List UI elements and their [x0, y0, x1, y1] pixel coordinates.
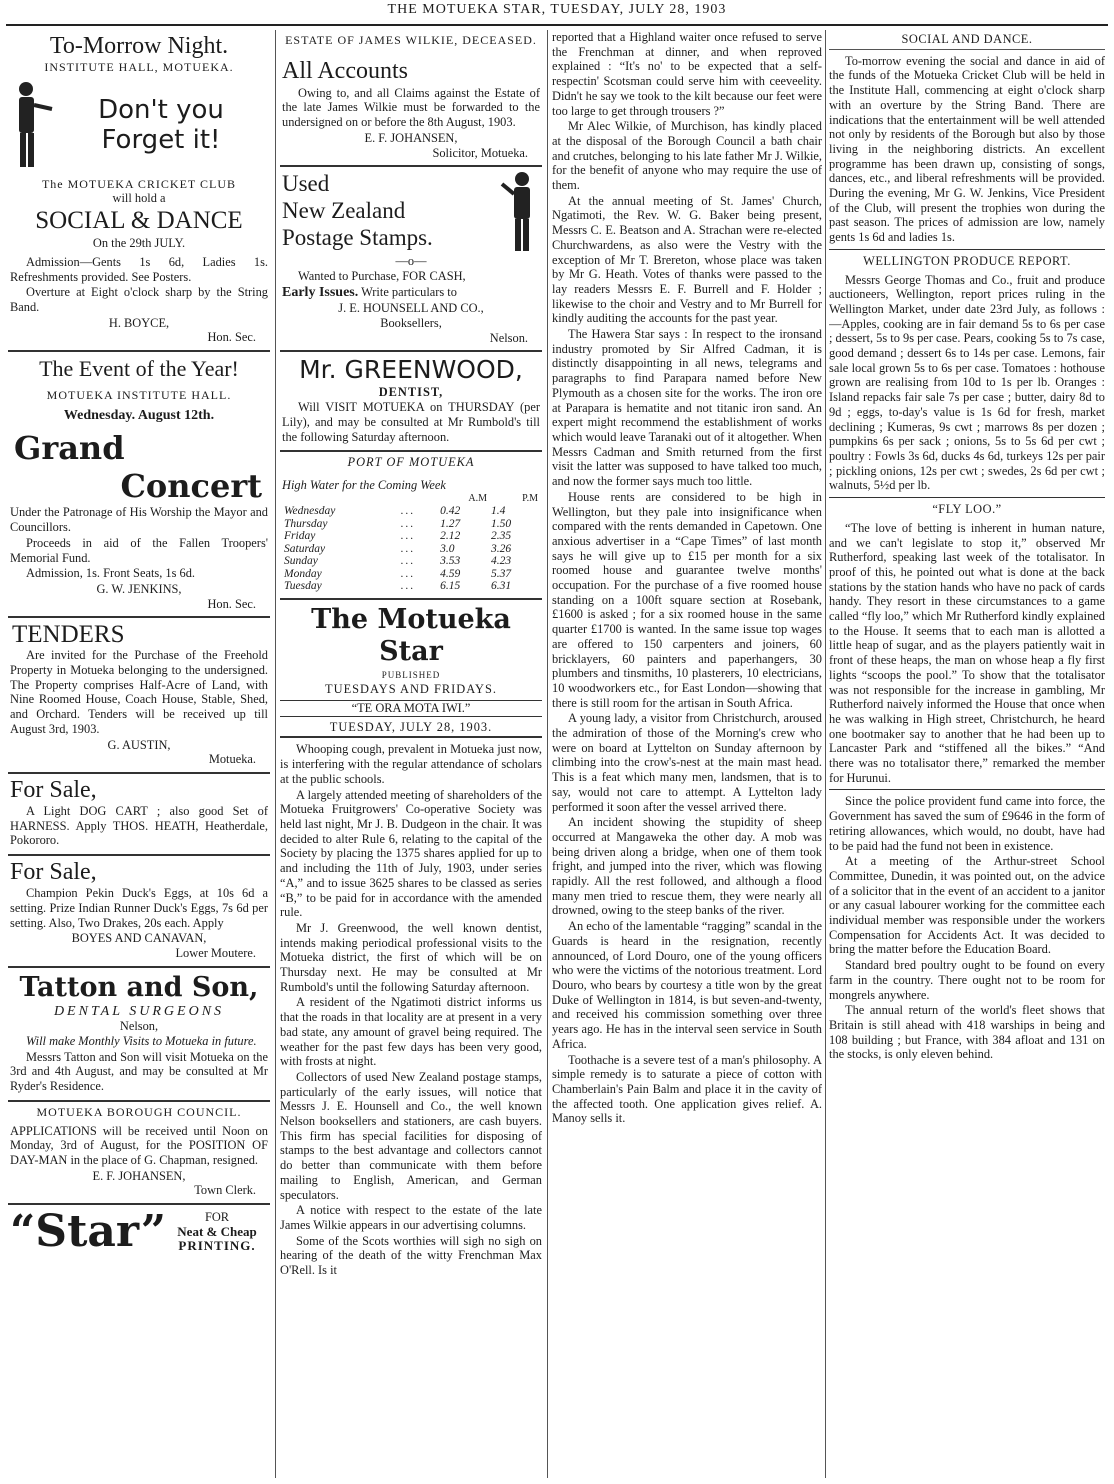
tatton-ad	[8, 968, 270, 1102]
news-paragraph: The annual return of the world's fleet shows that Britain is still ahead with 418 warships in being and 108 building ; but France, with 384 afloat and 131 on the stocks, is only eleven behind.	[829, 1003, 1105, 1062]
tide-pm: 2.35	[491, 530, 512, 543]
tide-am: 6.15	[440, 580, 461, 593]
stamps-divider: —o—	[395, 254, 427, 269]
tide-am: 2.12	[440, 530, 461, 543]
tide-row: Thursday ... 1.27 1.50	[282, 518, 540, 531]
tide-day: Thursday	[284, 517, 328, 530]
tide-day: Wednesday	[284, 505, 336, 518]
article-heading: WELLINGTON PRODUCE REPORT.	[863, 253, 1071, 268]
article-heading: “FLY LOO.”	[932, 502, 1002, 517]
flyloo-article	[829, 502, 1105, 790]
tide-day: Friday	[284, 530, 316, 543]
news-column-2	[280, 742, 542, 1277]
news-paragraph: An incident showing the stupidity of sheep occurred at Mangaweka the other day. A mob was being driven along a bridge, when one of them took fright, and jumped into the river, which was flowing rapidly. All the rest followed, and although a flood many men tried to rescue them, they were nearly all drowned, owing to the steep banks of the river.	[552, 815, 822, 918]
tide-day: Sunday	[284, 555, 318, 568]
tide-day: Tuesday	[284, 580, 322, 593]
tide-row: Friday ... 2.12 2.35	[282, 530, 540, 543]
column-2	[280, 30, 542, 1480]
news-paragraph: A young lady, a visitor from Christchurch, aroused the admiration of those of the Morning's crew who were on board at Lyttelton on Sunday afternoon by climbing into the crow's-nest at the main mast head. This is a feat which many men, landsmen, that is to say, would not care to attempt. A Lyttelton lady performed it soon after the vessel arrived there.	[552, 711, 822, 814]
ad-place: Nelson,	[119, 1019, 159, 1034]
estate-ad	[280, 30, 542, 167]
masthead: THE MOTUEKA STAR, TUESDAY, JULY 28, 1903	[387, 2, 727, 17]
ad-overture: Overture at Eight o'clock sharp by the String Band.	[10, 285, 268, 314]
tide-day: Saturday	[284, 542, 326, 555]
ad-headline: TENDERS	[12, 621, 125, 649]
tide-row: Sunday ... 3.53 4.23	[282, 555, 540, 568]
flag-date: TUESDAY, JULY 28, 1903.	[280, 720, 542, 739]
ad-sign: G. AUSTIN,	[107, 737, 171, 752]
news-paragraph: The Hawera Star says : In respect to the ironsand industry promoted by Sir Alfred Cadman, it is distinctly disappointing in all news, telegrams and paragraphs to find Parapara named before New Plymouth as a chosen site for the works. The iron ore at Parapara is hematite and not titanic iron sand. An expert might recommend the establishment of works which would leave Taranaki out of it altogether. When Messrs Cadman and Smith returned from the first visit the latter was supposed to have talked too much, and now the former says much too little.	[552, 327, 822, 489]
ad-date: On the 29th JULY.	[92, 236, 186, 251]
ad-proceeds: Proceeds in aid of the Fallen Troopers' Memorial Fund.	[10, 535, 268, 565]
tide-am-header: A.M	[468, 492, 488, 504]
ad-headline: MOTUEKA BOROUGH COUNCIL.	[36, 1104, 242, 1119]
column-4	[829, 30, 1105, 1480]
ad-sign: J. E. HOUNSELL AND CO.,	[338, 301, 484, 316]
star-word: “Star”	[10, 1206, 167, 1258]
column-3	[552, 30, 822, 1480]
ad-body: Wanted to Purchase, FOR CASH,	[298, 268, 466, 283]
news-paragraph: Mr J. Greenwood, the well known dentist, intends making periodical professional visits to the Motueka district, the first of which will be on Thursday next. He may be consulted at Mr Rumbold's until the following Saturday afternoon.	[280, 920, 542, 994]
stamps-line3: Postage Stamps.	[282, 225, 433, 251]
pointing-man-icon	[10, 79, 54, 171]
ad-concert: Concert	[120, 467, 262, 506]
ad-sign-title: Motueka.	[208, 752, 256, 767]
news-paragraph: At the annual meeting of St. James' Church, Ngatimoti, the Rev. W. G. Baker being present, Messrs C. E. Beatson and A. Strachan were re-elected Churchwardens, as also were the Vestry with the exception of Mr T. Brereton, whose place was taken by Mr G. Heath. Votes of thanks were passed to the lay readers Messrs E. F. Burrell and F. Holder ; likewise to the choir and Vestry and to Mr Burrell for kindly auditing the accounts for the past year.	[552, 193, 822, 326]
ad-headline: Mr. GREENWOOD,	[299, 355, 523, 385]
ad-body: Messrs Tatton and Son will visit Motueka on the 3rd and 4th August, and may be consulted at Mr Ryder's Residence.	[10, 1049, 268, 1094]
star-neat: Neat & Cheap	[177, 1223, 257, 1239]
ad-body: A Light DOG CART ; also good Set of HARNESS. Apply THOS. HEATH, Heatherdale, Pokororo.	[10, 803, 268, 848]
ad-sign: H. BOYCE,	[108, 315, 170, 330]
tide-pm: 5.37	[491, 567, 512, 580]
ad-body: Are invited for the Purchase of the Freehold Property in Motueka belonging to the undersigned. The Property comprises Half-Acre of Land, with Nine Roomed House, Coach House, Stable, Shed, and Orchard. Tenders will be received up till August 3rd, 1903.	[10, 648, 268, 736]
tide-am: 3.53	[440, 555, 461, 568]
news-paragraph: Some of the Scots worthies will sigh no sigh on hearing of the death of the witty Frenchman Max O'Rell. Is it	[280, 1233, 542, 1278]
ad-sign-title: Booksellers,	[380, 316, 442, 331]
column-rule	[825, 30, 826, 1478]
ad-visits: Will make Monthly Visits to Motueka in future.	[26, 1034, 257, 1049]
tide-am: 1.27	[440, 517, 461, 530]
tide-row: Tuesday ... 6.15 6.31	[282, 580, 540, 593]
flag-name: The Motueka Star	[311, 603, 511, 667]
standing-man-icon	[500, 170, 540, 254]
stamps-early: Early Issues.	[282, 284, 359, 300]
stamps-ad	[280, 167, 542, 352]
star-printing-ad	[8, 1205, 270, 1261]
cricket-social-ad	[8, 30, 270, 352]
news-paragraph: Toothache is a severe test of a man's philosophy. A simple remedy is to saturate a piece of cotton with Chamberlain's Pain Balm and place it in the cavity of the affected tooth. One application gives relief. A. Manoy sells it.	[552, 1052, 822, 1126]
ad-venue: INSTITUTE HALL, MOTUEKA.	[44, 60, 234, 74]
article-body: Messrs George Thomas and Co., fruit and produce auctioneers, Wellington, report prices ruling in the Wellington Market, under date 23rd July, as follows :—Apples, cooking are in fair demand 5s to 6s per case ; dessert, 5s to 9s per case. Pears, cooking 5s to 7s case, good demand ; dessert 6s to 14s per case. Lemons, fair sale local grown 5s to 6s per case. Tomatoes : hothouse grown are realising from 10d to 1s per lb. Oranges : Island repacks fair sale 7s per case ; butter, dairy 8d to 9d ; eggs, to-day's value is 1s 6d for fresh, market declining ; Kumeras, 9s cwt ; marrows 8s per dozen ; pumpkins 6s per sack ; onions, 5s to 5s 6d per cwt ; poultry : Fowls 3s 6d, ducks 4s 6d, turkeys 12s per pair ; pickling onions, 12s per cwt ; swedes, 2s 6d per cwt ; walnuts, 5½d per lb.	[829, 272, 1105, 493]
stamps-line2: New Zealand	[282, 198, 406, 224]
tide-row: Saturday ... 3.0 3.26	[282, 543, 540, 556]
news-paragraph: A resident of the Ngatimoti district informs us that the roads in that locality are at present in a very bad state, any amount of gravel being required. The weather for the past few days has been very good, with frosts at night.	[280, 995, 542, 1069]
ad-sign: BOYES AND CANAVAN,	[71, 931, 207, 946]
news-paragraph: At a meeting of the Arthur-street School Committee, Dunedin, it was pointed out, on the advice of a solicitor that in the event of an accident to a janitor or any casual labourer working for the committee each individual member was responsible under the workers Compensation for Accidents Act. It was decided to bring the matter before the Education Board.	[829, 854, 1105, 957]
tide-day: Monday	[284, 567, 322, 580]
ad-headline: To-Morrow Night.	[49, 33, 229, 59]
ad-patronage: Under the Patronage of His Worship the Mayor and Councillors.	[10, 505, 268, 535]
ad-body: Champion Pekin Duck's Eggs, at 10s 6d a setting. Prize Indian Runner Duck's Eggs, 7s 6d per setting. Also, Two Drakes, 20s each. Apply	[10, 886, 268, 930]
news-paragraph: A notice with respect to the estate of the late James Wilkie appears in our advertising columns.	[280, 1203, 542, 1232]
ad-headline: ESTATE OF JAMES WILKIE, DECEASED.	[285, 33, 537, 47]
ad-grand: Grand	[14, 429, 125, 468]
tide-am: 4.59	[440, 567, 461, 580]
ad-body: APPLICATIONS will be received until Noon on Monday, 3rd of August, for the POSITION OF DAY-MAN in the place of G. Chapman, resigned.	[10, 1123, 268, 1167]
news-paragraph: Mr Alec Wilkie, of Murchison, has kindly placed at the disposal of the Borough Council a bath chair and crutches, belonging to his late father Mr J. Wilkie, for the benefit of anyone who may require the use of them.	[552, 119, 822, 193]
ad-social: SOCIAL & DANCE	[35, 207, 243, 235]
tide-pm: 1.50	[491, 517, 512, 530]
tide-table	[280, 452, 542, 599]
ad-club: The MOTUEKA CRICKET CLUB	[41, 176, 237, 191]
column-rule	[547, 30, 548, 1478]
ad-sign-title: Lower Moutere.	[175, 945, 256, 960]
tide-row: Wednesday ... 0.42 1.4	[282, 505, 540, 518]
ad-body: Will VISIT MOTUEKA on THURSDAY (per Lily), and may be consulted at Mr Rumbold's till the following Saturday afternoon.	[282, 400, 540, 444]
ad-hold: will hold a	[112, 191, 166, 206]
news-paragraph: Standard bred poultry ought to be found on every farm in the country. There ought not to be room for mongrels anywhere.	[829, 958, 1105, 1002]
borough-ad	[8, 1102, 270, 1205]
ad-accounts: All Accounts	[282, 57, 408, 84]
tide-pm: 1.4	[491, 505, 506, 518]
tide-pm-header: P.M	[522, 492, 538, 504]
sale-dogcart-ad	[8, 774, 270, 856]
article-body: “The love of betting is inherent in human nature, and we can't legislate to stop it,” observed Mr Rutherford, speaking last week of the totalisator. In proof of this, he pointed out what is done at the back stations by the station hands who have no pack of cards handy. They resort in these circumstances to a game called “fly loo,” which Mr Rutherford kindly explained to the House. It seems that to each man is allotted a little heap of sugar, and as the players patiently wait in front of these heaps, the man on whose heap a fly first lights “scoops the pool.” To show that the totalisator was not responsible for the increase in gambling, Mr Rutherford naively informed the House that once when he was walking in High street, Christchurch, he heard one bootmaker say to another that he had been up to Lancaster Park and “stiffened all the bikes.” “And there was no totalisator there,” remarked the member for Hurunui.	[829, 520, 1105, 785]
tide-pm: 3.26	[491, 542, 512, 555]
tide-pm: 4.23	[491, 555, 512, 568]
news-paragraph: Since the police provident fund came into force, the Government has saved the sum of £9646 in the form of retiring allowances, which would, no doubt, have had to be paid had the fund not been in existence.	[829, 794, 1105, 853]
stamps-write: Write particulars to	[361, 284, 457, 299]
news-paragraph: reported that a Highland waiter once refused to serve the Frenchman at dinner, and when reproved explained : “It's no' to be expected that a self-respectin' Scotsman could serve him with ceeveelity. Didn't he say we took to the kilt because our feet were too large to get through trousers ?”	[552, 30, 822, 118]
star-for: FOR	[204, 1209, 230, 1224]
flag-published: PUBLISHED	[381, 669, 441, 680]
ad-headline: Tatton and Son,	[19, 971, 259, 1003]
ad-sign: E. F. JOHANSEN,	[92, 1168, 186, 1183]
news-paragraph: Whooping cough, prevalent in Motueka just now, is interfering with the regular attendance of scholars at the public schools.	[280, 742, 542, 786]
ad-sign-title: Solicitor, Motueka.	[432, 145, 528, 160]
ad-subtitle: DENTAL SURGEONS	[53, 1003, 225, 1019]
tenders-ad	[8, 618, 270, 774]
ad-dont: Don't you	[98, 94, 224, 125]
ad-sign: E. F. JOHANSEN,	[364, 130, 458, 145]
tide-am: 3.0	[440, 542, 455, 555]
tide-caption: High Water for the Coming Week	[282, 477, 446, 492]
tide-rows	[282, 493, 540, 593]
column-rule	[275, 30, 276, 1478]
ad-headline: The Event of the Year!	[39, 356, 239, 382]
ad-subtitle: DENTIST,	[378, 385, 444, 400]
ad-sign-title: Hon. Sec.	[207, 596, 256, 611]
ad-admission: Admission—Gents 1s 6d, Ladies 1s. Refreshments provided. See Posters.	[10, 254, 268, 284]
news-paragraph: An echo of the lamentable “ragging” scandal in the Guards is heard in the resignation, recently announced, of Lord Douro, one of the young officers who were the victims of the notorious treatment. Lord Douro, who bears by courtesy a title won by the great Duke of Wellington in 1814, is but seven-and-twenty, and received his commission something over three years ago. He has in the interval seen service in South Africa.	[552, 919, 822, 1051]
article-heading: SOCIAL AND DANCE.	[829, 32, 1105, 50]
ad-admission: Admission, 1s. Front Seats, 1s 6d.	[26, 566, 196, 581]
ad-headline: For Sale,	[10, 859, 97, 886]
news-paragraph: Collectors of used New Zealand postage stamps, particularly of the early issues, will notice that Messrs J. E. Hounsell and Co., the well known Nelson booksellers and stationers, are cash buyers. This firm has special facilities for disposing of stamps to the best advantage and collectors cannot do better than communicate with them before mailing to English, American, and German speculators.	[280, 1069, 542, 1202]
produce-article	[829, 254, 1105, 498]
flag-days: TUESDAYS AND FRIDAYS.	[325, 682, 497, 697]
ad-date: Wednesday. August 12th.	[63, 407, 215, 423]
newspaper-flag	[280, 600, 542, 739]
tide-pm: 6.31	[491, 580, 512, 593]
ad-forget: Forget it!	[101, 124, 221, 155]
ad-headline: For Sale,	[10, 776, 97, 803]
stamps-line1: Used	[282, 171, 330, 197]
ad-sign-place: Nelson.	[489, 330, 528, 345]
news-paragraph: House rents are considered to be high in Wellington, but they pale into insignificance when compared with the rents demanded in Capetown. One anxious advertiser in a “Cape Times” of last month says he will give up to £15 per month for a six roomed house and guarantee twelve months' occupation. For the purchase of a five roomed house standing on a 100ft square section at Rosebank, £1600 is asked ; for a six roomed house in the same quarter £1700 is wanted. In the same issue top wages are offered to 150 carpenters and joiners, 60 bricklayers, 60 painters and paperhangers, 30 plumbers and tinsmiths, 10 plasterers, 10 electricians, 10 woodworkers etc., for East London—showing that there is still room for the artisan in South Africa.	[552, 489, 822, 710]
top-rule	[6, 24, 1108, 26]
tide-title: PORT OF MOTUEKA	[347, 455, 475, 470]
column-1	[8, 30, 270, 1480]
flag-motto: “TE ORA MOTA IWI.”	[280, 700, 542, 717]
ad-body: Owing to, and all Claims against the Estate of the late James Wilkie must be forwarded to the undersigned on or before the 8th August, 1903.	[282, 85, 540, 130]
tide-row: Monday ... 4.59 5.37	[282, 568, 540, 581]
ad-sign-title: Hon. Sec.	[207, 330, 256, 345]
concert-ad	[8, 352, 270, 618]
star-printing: PRINTING.	[178, 1238, 256, 1254]
ad-venue: MOTUEKA INSTITUTE HALL.	[46, 388, 232, 403]
social-article	[829, 32, 1105, 250]
sale-eggs-ad	[8, 856, 270, 968]
article-body: To-morrow evening the social and dance in aid of the funds of the Motueka Cricket Club will be held in the Institute Hall, commencing at eight o'clock sharp with an overture by the String Band. There are indications that the entertainment will be well attended not only by residents of the Borough but also by those living in the neighboring districts. An excellent programme has been drawn up, consisting of songs, dances, etc., and liberal refreshments will be provided. During the evening, Mr G. W. Jenkins, Vice President of the Club, will present the trophies won during the past season. The prices of admission are low, namely gents 1s 6d and ladies 1s.	[829, 53, 1105, 245]
ad-sign: G. W. JENKINS,	[96, 581, 182, 596]
dentist-ad	[280, 352, 542, 452]
news-paragraph: A largely attended meeting of shareholders of the Motueka Fruitgrowers' Co-operative Society was held last night, Mr J. B. Dudgeon in the chair. It was decided to alter Rule 6, relating to the capital of the Society by placing the 1375 shares applied for up to and including the 11th of July, 1903, under series “A,” and to issue 3625 shares to be classed as series “B,” to be paid for in accordance with the amended rule.	[280, 787, 542, 920]
ad-sign-title: Town Clerk.	[194, 1183, 256, 1198]
tide-am: 0.42	[440, 505, 461, 518]
